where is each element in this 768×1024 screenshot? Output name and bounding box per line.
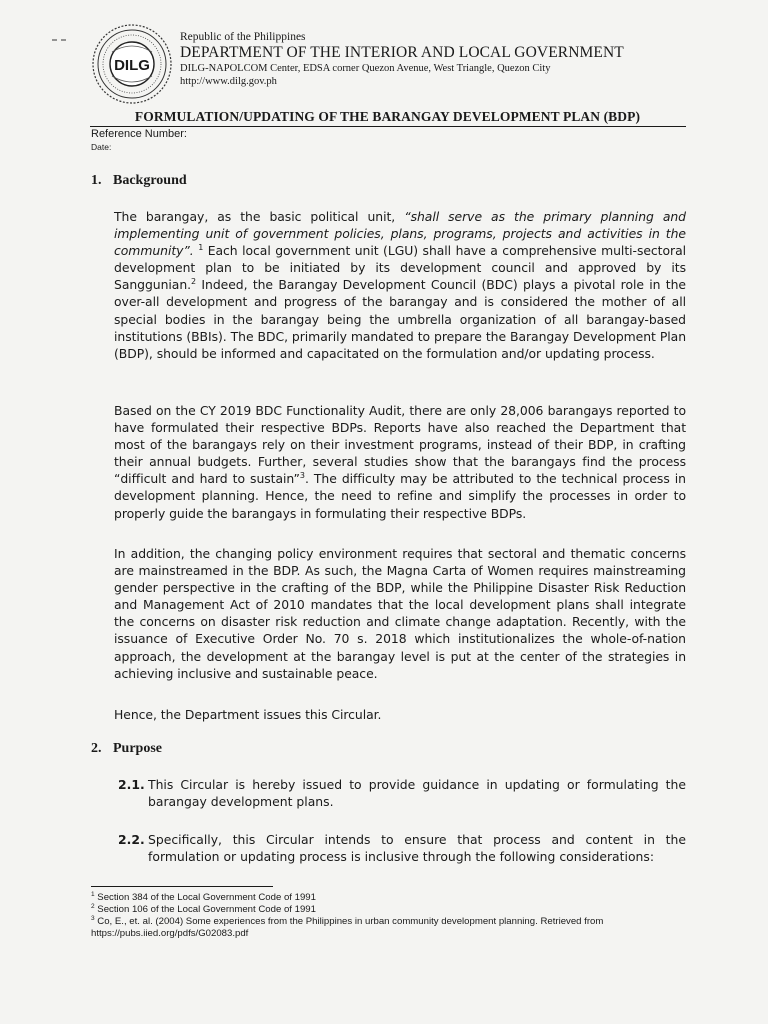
background-paragraph-1: The barangay, as the basic political unit, “shall serve as the primary planning and implementing unit of government policies, plans, programs, projects and activities in the community”. $^1$ Each local government unit (LGU) shall have a comprehensive multi-sectoral development plan to be initiated by its development council and approved by its Sanggunian.$^2$ Indeed, the Barangay Development Council (BDC) plays a pivotal role in the over-all development and progress of the barangay and is considered the mother of all special bodies in the barangay being the umbrella organization of all barangay-based institutions (BBIs). The BDC, primarily mandated to prepare the Barangay Development Plan (BDP), should be informed and capacitated on the formulation and/or updating process.: [114, 209, 687, 361]
purpose-item: [118, 776, 686, 810]
title-divider: [90, 126, 686, 127]
department-url: http://www.dilg.gov.ph: [180, 76, 277, 87]
reference-number-label: Reference Number:: [91, 128, 187, 140]
document-title: FORMULATION/UPDATING OF THE BARANGAY DEVELOPMENT PLAN (BDP): [134, 109, 641, 124]
footnote-ref-3: 3: [299, 471, 305, 481]
section-title: Background: [113, 173, 187, 188]
item-number: 2.1.: [118, 777, 145, 792]
dilg-seal: [90, 22, 174, 106]
purpose-item: [118, 831, 686, 865]
footnotes: [91, 892, 687, 940]
stray-mark: [52, 38, 66, 42]
footnote-ref-2: 2: [191, 277, 197, 287]
background-paragraph-3: In addition, the changing policy environment requires that sectoral and thematic concerns are mainstreamed in the BDP. As such, the Magna Carta of Women requires mainstreaming gender perspective in the crafting of the BDP, while the Philippine Disaster Risk Reduction and Management Act of 2010 mandates that the local development plans shall integrate the concerns on disaster risk reduction and climate change adaptation. Recently, with the issuance of Executive Order No. 70 s. 2018 which institutionalizes the whole-of-nation approach, the development at the barangay level is put at the center of the strategies in achieving inclusive and sustainable peace.: [114, 546, 686, 681]
section-heading-purpose: [91, 740, 162, 757]
background-paragraph-4: Hence, the Department issues this Circular.: [114, 707, 382, 722]
footnote-ref-1: 1: [198, 243, 204, 253]
background-paragraph-2: Based on the CY 2019 BDC Functionality Audit, there are only 28,006 barangays reported to have formulated their respective BDPs. Reports have also reached the Department that most of the barangays rely on their investment programs, instead of their BDP, in crafting their annual budgets. Further, several studies show that the barangays find the process “difficult and hard to sustain”$^3$. The difficulty may be attributed to the technical process in development planning. Hence, the need to refine and simplify the processes in order to properly guide the barangays in formulating their respective BDPs.: [114, 403, 686, 521]
footnote-divider: [91, 886, 273, 887]
footnote: $^3$ Co, E., et. al. (2004) Some experiences from the Philippines in urban community development planning. Retrieved from https://pubs.iied.org/pdfs/G02083.pdf: [91, 914, 604, 939]
section-number: 1.: [91, 173, 102, 188]
section-title: Purpose: [113, 741, 162, 756]
section-heading-background: [91, 172, 187, 189]
item-text: Specifically, this Circular intends to ensure that process and content in the formulation or updating process is inclusive through the following considerations:: [148, 832, 686, 865]
item-number: 2.2.: [118, 832, 145, 847]
department-name: DEPARTMENT OF THE INTERIOR AND LOCAL GOVERNMENT: [180, 44, 624, 61]
department-address: DILG-NAPOLCOM Center, EDSA corner Quezon Avenue, West Triangle, Quezon City: [180, 63, 551, 74]
letterhead: [180, 30, 700, 88]
item-text: This Circular is hereby issued to provide guidance in updating or formulating the barangay development plans.: [148, 777, 686, 810]
section-number: 2.: [91, 741, 102, 756]
republic-label: Republic of the Philippines: [180, 31, 306, 43]
date-label: Date:: [91, 142, 112, 152]
seal-label: DILG: [114, 57, 150, 74]
footnote: $^2$ Section 106 of the Local Government Code of 1991: [91, 902, 316, 915]
footnote: $^1$ Section 384 of the Local Government Code of 1991: [91, 890, 316, 903]
